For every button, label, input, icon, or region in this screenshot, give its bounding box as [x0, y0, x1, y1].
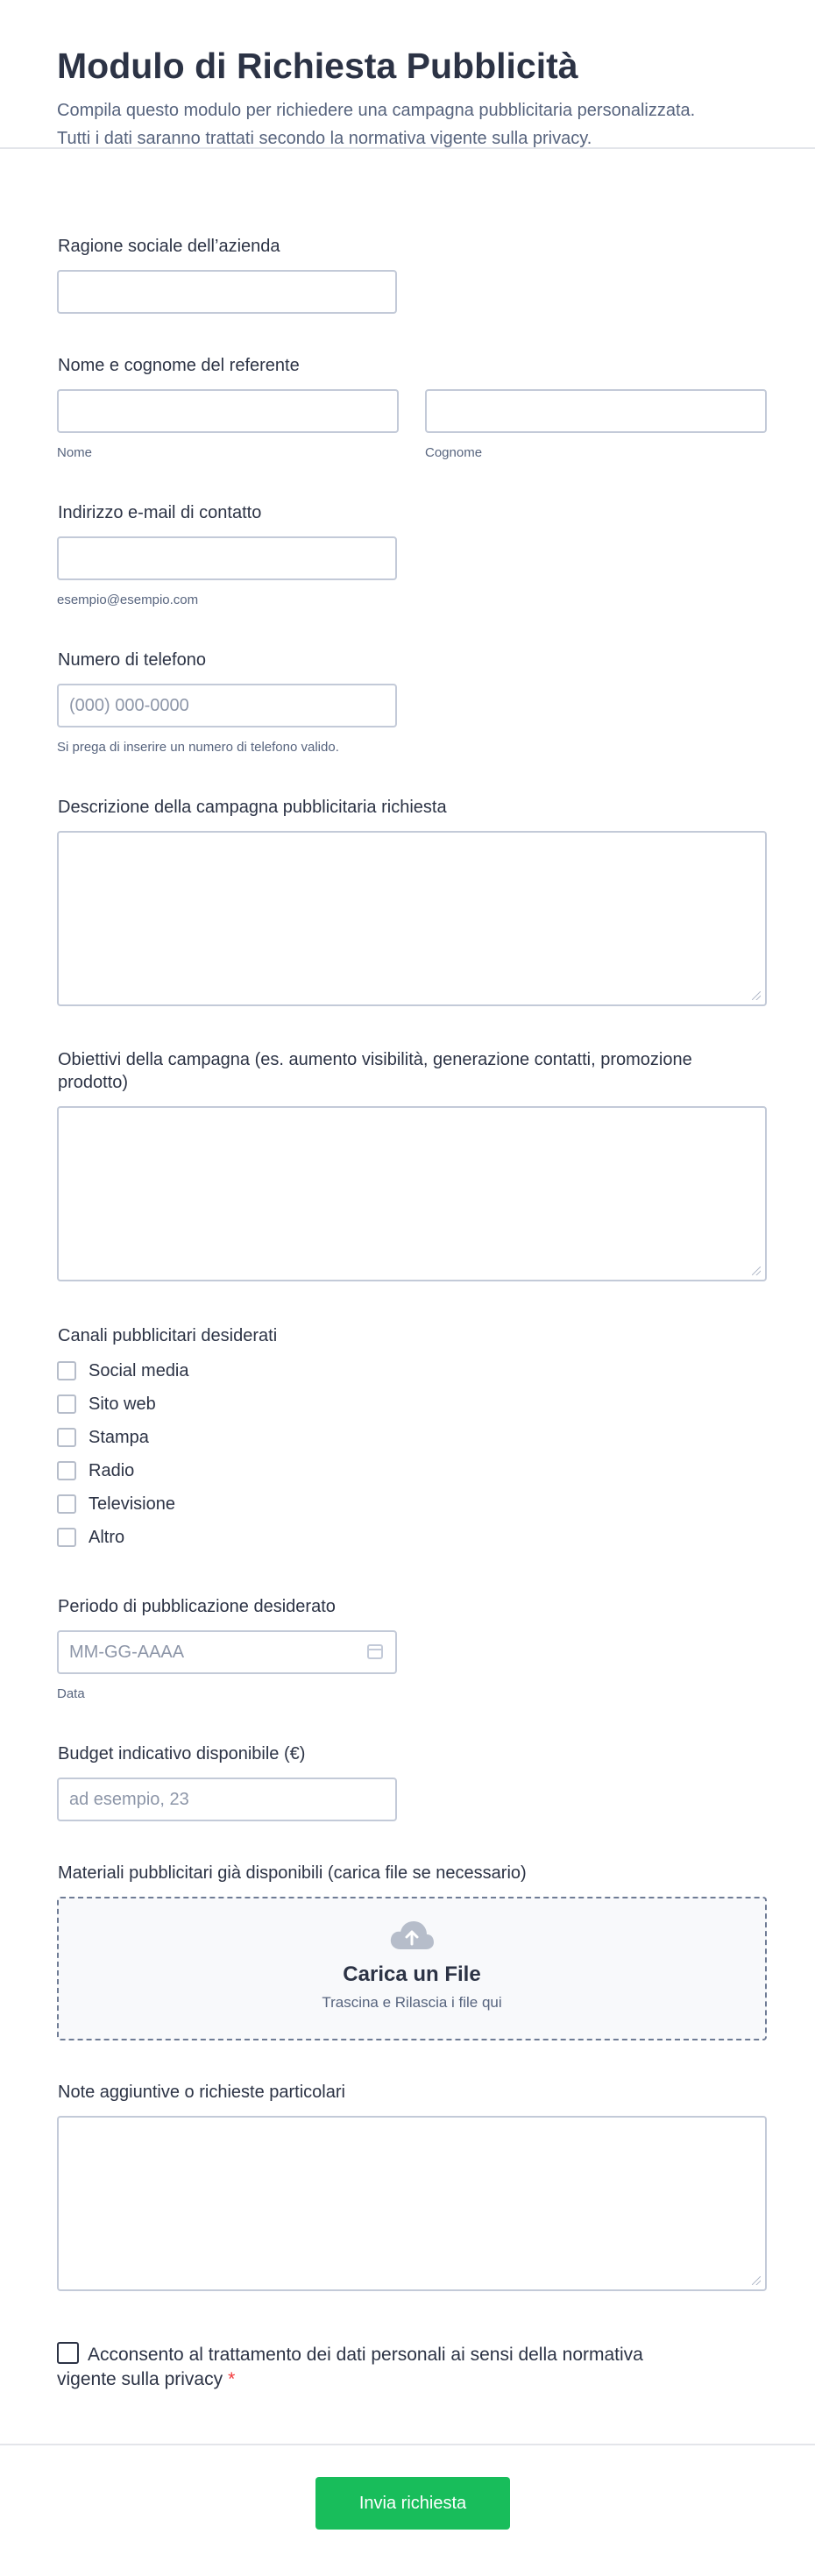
date-sublabel: Data: [57, 1686, 85, 1701]
checkbox[interactable]: [57, 1428, 76, 1447]
checkbox[interactable]: [57, 1361, 76, 1380]
first-name-input[interactable]: [57, 389, 399, 433]
email-field: [57, 501, 767, 607]
upload-subtitle: Trascina e Rilascia i file qui: [322, 1994, 502, 2011]
budget-input[interactable]: ad esempio, 23: [57, 1778, 397, 1821]
channel-option[interactable]: Stampa: [57, 1421, 767, 1454]
form-footer: [0, 2444, 815, 2576]
checkbox[interactable]: [57, 1461, 76, 1480]
phone-label: Numero di telefono: [58, 650, 206, 670]
objectives-field: [57, 1048, 767, 1281]
form-header: [0, 0, 815, 149]
materials-label: Materiali pubblicitari già disponibili (carica file se necessario): [58, 1863, 527, 1883]
consent-checkbox-row[interactable]: [57, 2342, 688, 2392]
email-input[interactable]: [57, 536, 397, 580]
phone-sublabel: Si prega di inserire un numero di telefono valido.: [57, 740, 339, 755]
notes-label: Note aggiuntive o richieste particolari: [58, 2083, 345, 2102]
upload-title: Carica un File: [343, 1962, 481, 1986]
contact-name-label: Nome e cognome del referente: [58, 356, 300, 375]
contact-name-field: [57, 354, 767, 460]
description-field: [57, 796, 767, 1006]
channels-field: [57, 1324, 767, 1554]
channel-option[interactable]: Radio: [57, 1454, 767, 1487]
required-mark: *: [228, 2369, 236, 2389]
email-label: Indirizzo e-mail di contatto: [58, 503, 262, 522]
phone-input[interactable]: (000) 000-0000: [57, 684, 397, 727]
channel-option[interactable]: Altro: [57, 1521, 767, 1554]
page-title: Modulo di Richiesta Pubblicità: [57, 46, 578, 86]
email-sublabel: esempio@esempio.com: [57, 593, 199, 607]
file-upload-dropzone[interactable]: [57, 1897, 767, 2040]
channel-option[interactable]: Social media: [57, 1354, 767, 1387]
objectives-label: Obiettivi della campagna (es. aumento visibilità, generazione contatti, promozione prodotto): [58, 1050, 692, 1092]
resize-handle-icon[interactable]: [752, 2276, 761, 2285]
budget-field: [57, 1742, 767, 1821]
channels-label: Canali pubblicitari desiderati: [58, 1326, 278, 1345]
period-field: [57, 1595, 767, 1701]
cloud-upload-icon: [389, 1920, 435, 1951]
channel-option[interactable]: Sito web: [57, 1387, 767, 1421]
last-name-input[interactable]: [425, 389, 767, 433]
resize-handle-icon[interactable]: [752, 1267, 761, 1275]
period-label: Periodo di pubblicazione desiderato: [58, 1597, 336, 1616]
submit-button[interactable]: Invia richiesta: [315, 2477, 510, 2530]
first-name-sublabel: Nome: [57, 445, 93, 460]
consent-text: Acconsento al trattamento dei dati personali ai sensi della normativa vigente sulla privacy: [57, 2345, 643, 2389]
company-input[interactable]: [57, 270, 397, 314]
company-label: Ragione sociale dell’azienda: [58, 237, 280, 256]
checkbox[interactable]: [57, 1494, 76, 1514]
consent-checkbox[interactable]: [57, 2342, 79, 2364]
notes-textarea[interactable]: [57, 2116, 767, 2291]
resize-handle-icon[interactable]: [752, 991, 761, 1000]
notes-field: [57, 2081, 767, 2291]
page-subtitle: Compila questo modulo per richiedere una campagna pubblicitaria personalizzata. Tutti i dati saranno trattati secondo la normativa vigente sulla privacy.: [57, 101, 696, 148]
last-name-sublabel: Cognome: [425, 445, 483, 460]
date-input[interactable]: MM-GG-AAAA: [57, 1630, 397, 1674]
checkbox[interactable]: [57, 1528, 76, 1547]
checkbox[interactable]: [57, 1394, 76, 1414]
materials-field: [57, 1862, 767, 2040]
phone-field: [57, 649, 767, 755]
description-textarea[interactable]: [57, 831, 767, 1006]
company-field: [57, 235, 767, 314]
objectives-textarea[interactable]: [57, 1106, 767, 1281]
channel-option[interactable]: Televisione: [57, 1487, 767, 1521]
description-label: Descrizione della campagna pubblicitaria richiesta: [58, 798, 447, 817]
calendar-icon[interactable]: [367, 1644, 383, 1659]
budget-label: Budget indicativo disponibile (€): [58, 1744, 306, 1763]
